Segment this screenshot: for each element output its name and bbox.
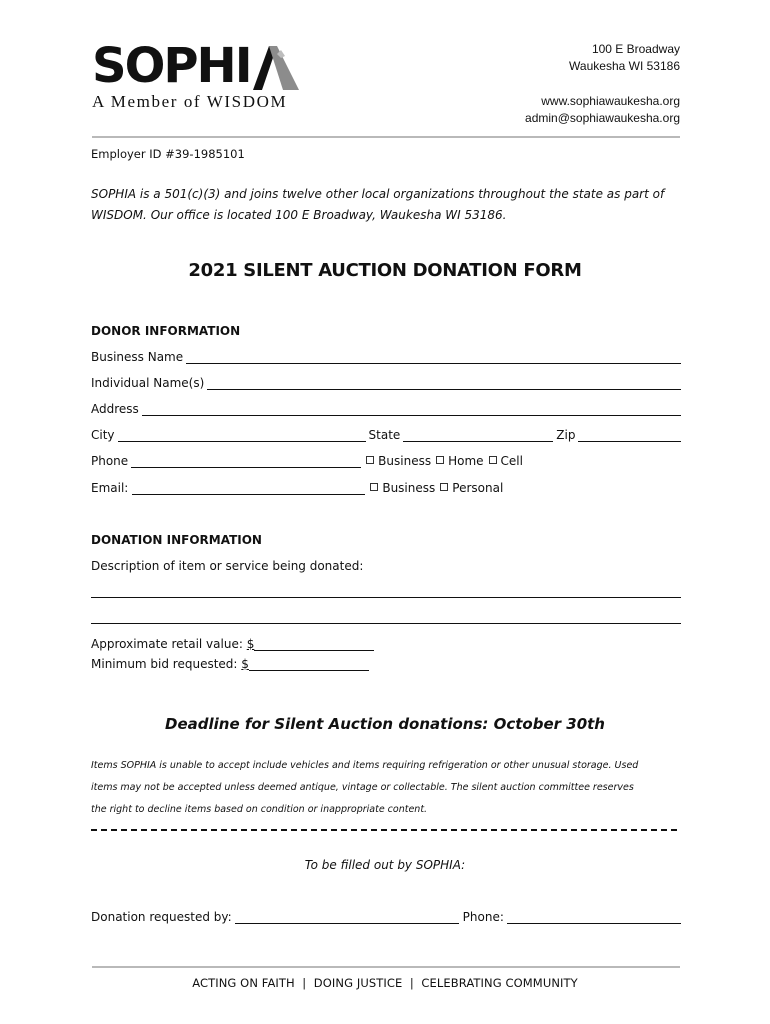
office-phone-label: Phone: [462, 910, 504, 924]
donor-info-heading: DONOR INFORMATION [91, 324, 241, 338]
min-bid-field [91, 657, 369, 671]
city-state-zip-row [91, 428, 681, 442]
policy-line-1: Items SOPHIA is unable to accept include vehicles and items requiring refrigeration or other unusual storage. Used [91, 760, 639, 771]
retail-value-label: Approximate retail value: [91, 637, 243, 651]
header-divider [92, 136, 680, 138]
description-label: Description of item or service being donated: [91, 559, 364, 573]
email-business-option[interactable]: Business [365, 481, 435, 495]
policy-line-2: items may not be accepted unless deemed antique, vintage or collectable. The silent auction committee reserves [91, 782, 634, 793]
phone-business-option[interactable]: Business [361, 454, 431, 468]
office-use-note: To be filled out by SOPHIA: [304, 858, 466, 872]
requested-by-input[interactable] [235, 912, 459, 924]
phone-input[interactable] [131, 456, 361, 468]
individual-names-field[interactable] [91, 376, 681, 390]
address-label: Address [91, 402, 139, 416]
business-name-field[interactable] [91, 350, 681, 364]
checkbox-icon[interactable] [436, 456, 444, 464]
office-phone-input[interactable] [507, 912, 681, 924]
address-input[interactable] [142, 404, 681, 416]
retail-value-input[interactable] [254, 639, 374, 651]
donation-info-heading: DONATION INFORMATION [91, 533, 262, 547]
state-label: State [368, 428, 401, 442]
website-link[interactable]: www.sophiawaukesha.org [541, 94, 680, 108]
individual-names-label: Individual Name(s) [91, 376, 205, 390]
deadline-notice: Deadline for Silent Auction donations: October 30th [165, 715, 605, 733]
intro-paragraph [91, 184, 691, 226]
email-row [91, 481, 681, 495]
checkbox-icon[interactable] [366, 456, 374, 464]
min-bid-label: Minimum bid requested: [91, 657, 238, 671]
address-field[interactable] [91, 402, 681, 416]
employer-id: Employer ID #39-1985101 [91, 147, 245, 161]
zip-input[interactable] [578, 430, 681, 442]
business-name-label: Business Name [91, 350, 184, 364]
email-label: Email: [91, 481, 129, 495]
checkbox-icon[interactable] [489, 456, 497, 464]
retail-value-field [91, 637, 374, 651]
business-name-input[interactable] [186, 352, 681, 364]
requested-by-label: Donation requested by: [91, 910, 232, 924]
phone-home-option[interactable]: Home [431, 454, 483, 468]
description-input-line-1[interactable] [91, 597, 681, 598]
acceptance-policy [91, 755, 691, 821]
phone-label: Phone [91, 454, 129, 468]
footer-divider [92, 966, 680, 968]
footer-motto: ACTING ON FAITH | DOING JUSTICE | CELEBRATING COMMUNITY [192, 976, 578, 990]
office-use-row [91, 910, 681, 924]
checkbox-icon[interactable] [440, 483, 448, 491]
logo-tagline: A Member of WISDOM [92, 92, 288, 111]
min-bid-input[interactable] [249, 659, 369, 671]
address-line-1: 100 E Broadway [591, 42, 680, 56]
logo-a-mark-icon [253, 46, 299, 90]
cut-line-divider [91, 829, 677, 831]
currency-symbol: $ [241, 657, 249, 671]
contact-block [525, 41, 680, 127]
letterhead [92, 40, 680, 136]
checkbox-icon[interactable] [370, 483, 378, 491]
phone-row [91, 454, 681, 468]
email-link[interactable]: admin@sophiawaukesha.org [525, 111, 680, 125]
email-input[interactable] [132, 483, 365, 495]
address-line-2: Waukesha WI 53186 [569, 59, 680, 73]
intro-line-1: SOPHIA is a 501(c)(3) and joins twelve other local organizations throughout the state as part of [91, 187, 665, 201]
zip-label: Zip [556, 428, 576, 442]
individual-names-input[interactable] [207, 378, 681, 390]
state-input[interactable] [403, 430, 553, 442]
description-input-line-2[interactable] [91, 623, 681, 624]
city-label: City [91, 428, 115, 442]
city-input[interactable] [118, 430, 366, 442]
intro-line-2: WISDOM. Our office is located 100 E Broadway, Waukesha WI 53186. [91, 208, 507, 222]
policy-line-3: the right to decline items based on condition or inappropriate content. [91, 804, 428, 815]
sophia-logo [92, 40, 299, 112]
logo-wordmark: SOPHI [92, 38, 251, 94]
email-personal-option[interactable]: Personal [435, 481, 503, 495]
currency-symbol: $ [246, 637, 255, 651]
phone-cell-option[interactable]: Cell [484, 454, 523, 468]
form-title: 2021 SILENT AUCTION DONATION FORM [188, 260, 582, 281]
